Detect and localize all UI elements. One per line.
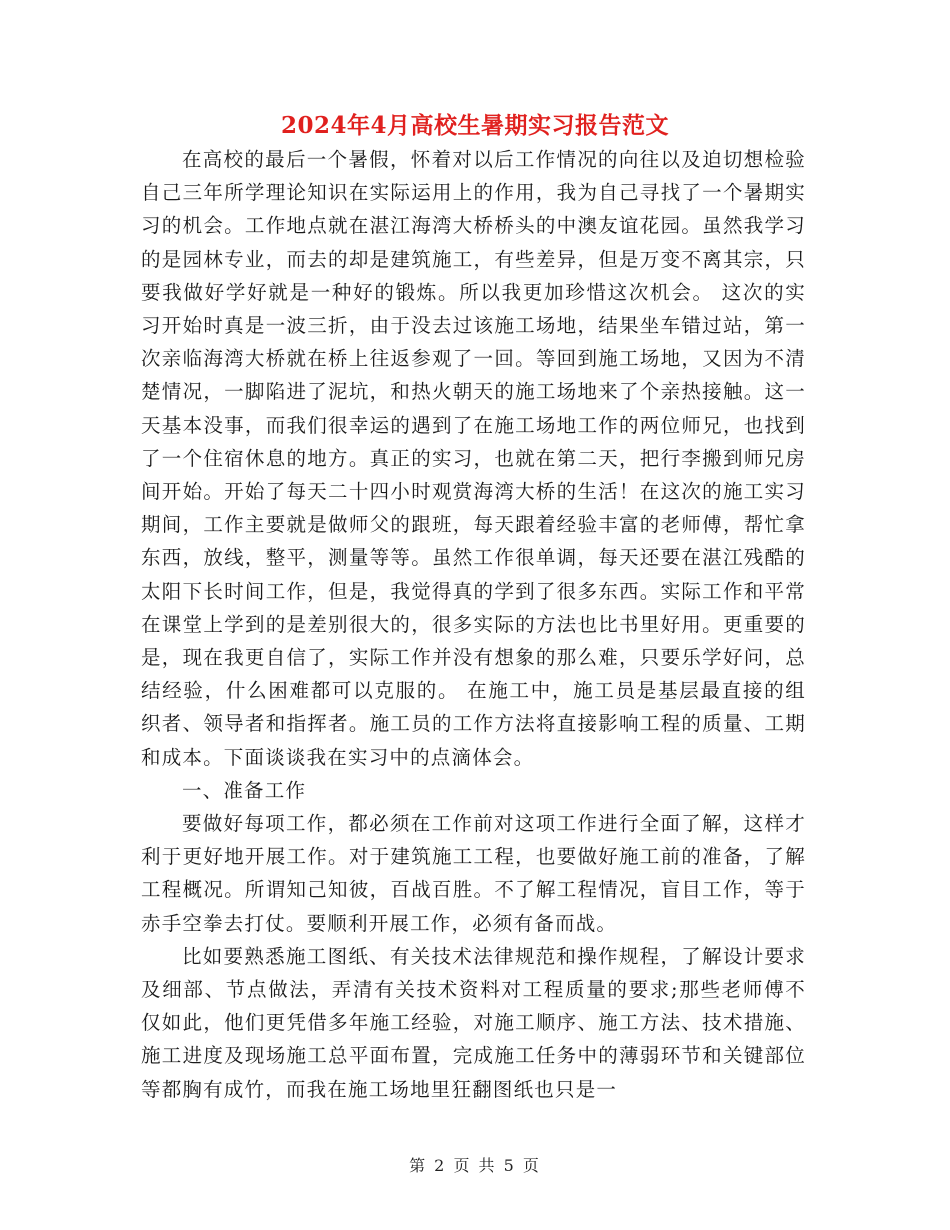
paragraph-intro: 在高校的最后一个暑假，怀着对以后工作情况的向往以及迫切想检验自己三年所学理论知识在实际运用上的作用，我为自己寻找了一个暑期实习的机会。工作地点就在湛江海湾大桥桥头的中澳友谊花园。虽然我学习的是园林专业，而去的却是建筑施工，有些差异，但是万变不离其宗，只要我做好学好就是一种好的锻炼。所以我更加珍惜这次机会。 这次的实习开始时真是一波三折，由于没去过该施工场地，结果坐车错过站，第一次亲临海湾大桥就在桥上往返参观了一回。等回到施工场地，又因为不清楚情况，一脚陷进了泥坑，和热火朝天的施工场地来了个亲热接触。这一天基本没事，而我们很幸运的遇到了在施工场地工作的两位师兄，也找到了一个住宿休息的地方。真正的实习，也就在第二天，把行李搬到师兄房间开始。开始了每天二十四小时观赏海湾大桥的生活！在这次的施工实习期间，工作主要就是做师父的跟班，每天跟着经验丰富的老师傅，帮忙拿东西，放线，整平，测量等等。虽然工作很单调，每天还要在湛江残酷的太阳下长时间工作，但是，我觉得真的学到了很多东西。实际工作和平常在课堂上学到的是差别很大的，很多实际的方法也比书里好用。更重要的是，现在我更自信了，实际工作并没有想象的那么难，只要乐学好问，总结经验，什么困难都可以克服的。 在施工中，施工员是基层最直接的组织者、领导者和指挥者。施工员的工作方法将直接影响工程的质量、工期和成本。下面谈谈我在实习中的点滴体会。: [141, 148, 806, 769]
section-heading-preparation: 一、准备工作: [181, 778, 307, 802]
page-number-footer: 第 2 页 共 5 页: [409, 1156, 541, 1175]
document-title: 2024年4月高校生暑期实习报告范文: [280, 112, 670, 139]
paragraph-drawings: 比如要熟悉施工图纸、有关技术法律规范和操作规程，了解设计要求及细部、节点做法，弄清有关技术资料对工程质量的要求;那些老师傅不仅如此，他们更凭借多年施工经验，对施工顺序、施工方法、技术措施、施工进度及现场施工总平面布置，完成施工任务中的薄弱环节和关键部位等都胸有成竹，而我在施工场地里狂翻图纸也只是一: [141, 944, 806, 1101]
paragraph-preparation: 要做好每项工作，都必须在工作前对这项工作进行全面了解，这样才利于更好地开展工作。对于建筑施工工程，也要做好施工前的准备，了解工程概况。所谓知己知彼，百战百胜。不了解工程情况，盲目工作，等于赤手空拳去打仗。要顺利开展工作，必须有备而战。: [141, 812, 806, 935]
document-body: [141, 143, 806, 1106]
